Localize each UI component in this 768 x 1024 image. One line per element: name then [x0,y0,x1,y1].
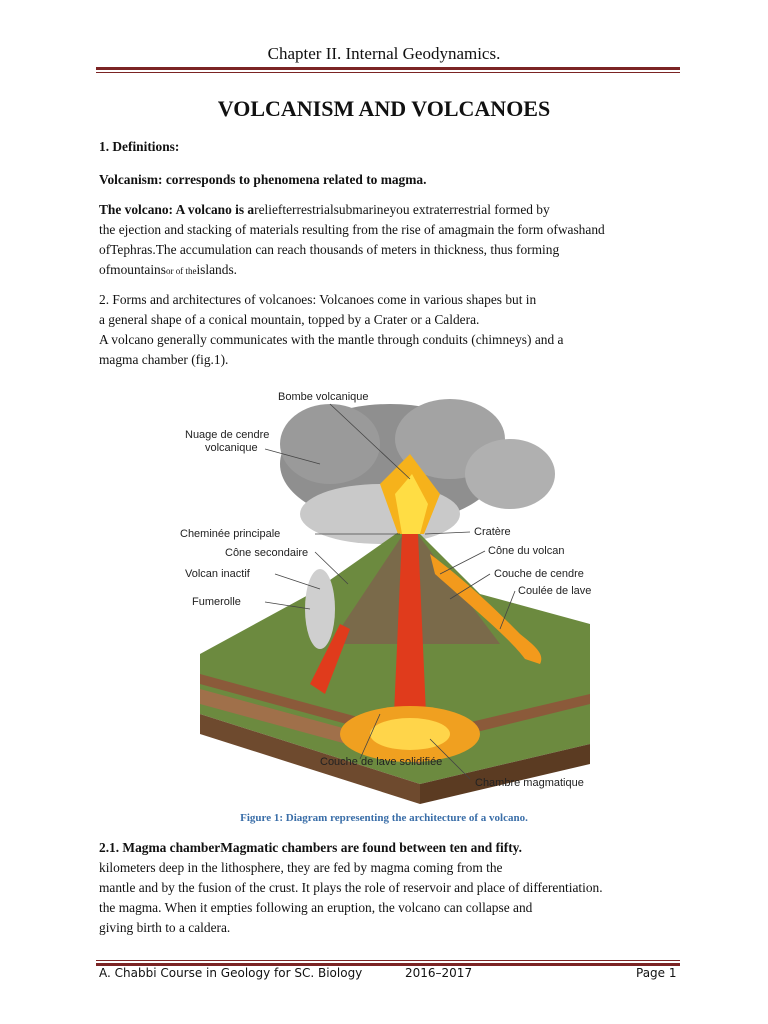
footer-page: Page 1 [636,966,677,980]
volcano-line-1-rest: reliefterrestrialsubmarineyou extraterrestrial formed by [254,202,550,217]
label-nuage-2: volcanique [205,442,258,454]
volcano-line-1 [99,200,665,220]
label-fumerolle: Fumerolle [192,596,241,608]
forms-line-4: magma chamber (fig.1). [99,352,229,367]
forms-line-1: 2. Forms and architectures of volcanoes: Volcanoes come in various shapes but in [99,292,537,307]
footer-year: 2016–2017 [405,966,473,980]
definitions-heading: 1. Definitions: [99,139,180,154]
volcano-line-4 [99,260,665,281]
label-bombe: Bombe volcanique [278,391,369,403]
header-rule-thin [96,72,680,73]
magma-line-4: the magma. When it empties following an eruption, the volcano can collapse and [99,900,533,915]
footer-author: A. Chabbi Course in Geology for SC. Biology [99,966,363,980]
forms-line-2: a general shape of a conical mountain, topped by a Crater or a Caldera. [99,312,480,327]
volcano-line-3: ofTephras.The accumulation can reach thousands of meters in thickness, thus forming [99,242,560,257]
figure-caption: Figure 1: Diagram representing the architecture of a volcano. [240,812,528,824]
magma-chamber-paragraph [99,838,665,938]
label-cratere: Cratère [474,526,511,538]
label-nuage-1: Nuage de cendre [185,429,270,441]
volcano-line-4-a: ofmountains [99,262,166,277]
label-coulee: Coulée de lave [518,585,592,597]
volcano-label: The volcano: A volcano is a [99,202,255,217]
volcanism-definition: Volcanism: corresponds to phenomena related to magma. [99,172,427,187]
magma-line-5: giving birth to a caldera. [99,920,231,935]
chapter-header: Chapter II. Internal Geodynamics. [267,44,501,63]
forms-paragraph [99,290,665,370]
footer-rule-thin [96,960,680,961]
label-cone-secondaire: Cône secondaire [225,547,309,559]
magma-line-2: kilometers deep in the lithosphere, they are fed by magma coming from the [99,860,503,875]
volcano-line-2: the ejection and stacking of materials resulting from the rise of amagmain the form ofwashand [99,222,605,237]
volcano-line-4-small: or of the [165,266,197,276]
label-couche-cendre: Couche de cendre [494,568,584,580]
label-cone-volcan: Cône du volcan [488,545,565,557]
volcano-definition [99,200,665,281]
label-cheminee: Cheminée principale [180,528,281,540]
forms-line-3: A volcano generally communicates with the mantle through conduits (chimneys) and a [99,332,564,347]
volcano-diagram [180,384,600,804]
magma-line-3: mantle and by the fusion of the crust. It plays the role of reservoir and place of differentiation. [99,880,603,895]
page-title: VOLCANISM AND VOLCANOES [217,96,551,121]
magma-line-1: 2.1. Magma chamberMagmatic chambers are found between ten and fifty. [99,840,522,855]
label-volcan-inactif: Volcan inactif [185,568,250,580]
label-couche-lave: Couche de lave solidifiée [320,756,443,768]
header-rule [96,67,680,70]
volcano-line-4-b: islands. [196,262,237,277]
label-chambre: Chambre magmatique [475,777,584,789]
